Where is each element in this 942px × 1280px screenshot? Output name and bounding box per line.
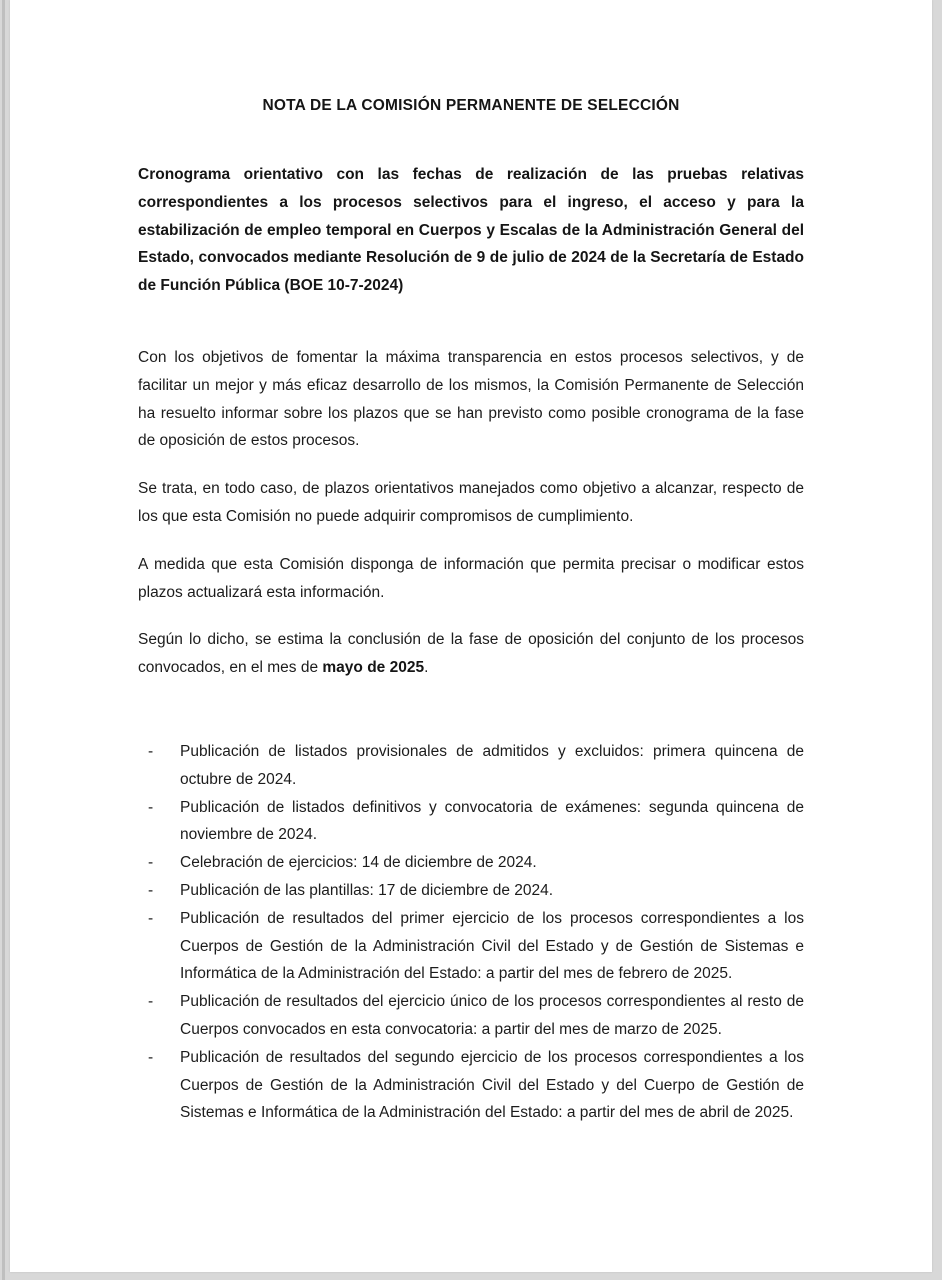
conclusion-prefix: Según lo dicho, se estima la conclusión de la fase de oposición del conjunto de los procesos convocados, en el mes de (138, 631, 804, 677)
list-item (148, 988, 804, 1044)
list-item-text: Publicación de listados definitivos y convocatoria de exámenes: segunda quincena de noviembre de 2024. (180, 798, 804, 844)
list-item-text: Celebración de ejercicios: 14 de diciembre de 2024. (180, 854, 537, 872)
bullet-dash: - (148, 742, 154, 760)
list-item (148, 1044, 804, 1127)
document-page (10, 0, 932, 1272)
body-paragraph-conclusion (138, 626, 804, 682)
intro-paragraph-bold: Cronograma orientativo con las fechas de realización de las pruebas relativas correspondientes a los procesos selectivos para el ingreso, el acceso y para la estabilización de empleo temporal en Cuerpos y Escalas de la Administración General del Estado, convocados mediante Resolución de 9 de julio de 2024 de la Secretaría de Estado de Función Pública (BOE 10-7-2024) (138, 166, 804, 295)
list-item (148, 877, 804, 905)
list-item (148, 849, 804, 877)
list-item-text: Publicación de las plantillas: 17 de diciembre de 2024. (180, 881, 554, 899)
bullet-dash: - (148, 1048, 154, 1066)
conclusion-suffix: . (424, 659, 429, 677)
body-paragraph-1: Con los objetivos de fomentar la máxima transparencia en estos procesos selectivos, y de facilitar un mejor y más eficaz desarrollo de los mismos, la Comisión Permanente de Selección ha resuelto informar sobre los plazos que se han previsto como posible cronograma de la fase de oposición de estos procesos. (138, 348, 804, 450)
conclusion-date-bold: mayo de 2025 (322, 659, 425, 677)
list-item-text: Publicación de listados provisionales de admitidos y excluidos: primera quincena de octubre de 2024. (180, 742, 804, 788)
list-item-text: Publicación de resultados del primer ejercicio de los procesos correspondientes a los Cuerpos de Gestión de la Administración Civil del Estado y de Gestión de Sistemas e Informática de la Administración del Estado: a partir del mes de febrero de 2025. (180, 909, 804, 983)
bullet-dash: - (148, 993, 154, 1011)
bullet-dash: - (148, 881, 154, 899)
list-item-text: Publicación de resultados del segundo ejercicio de los procesos correspondientes a los Cuerpos de Gestión de la Administración Civil del Estado y del Cuerpo de Gestión de Sistemas e Informática de la Administración del Estado: a partir del mes de abril de 2025. (180, 1048, 804, 1122)
list-item (148, 738, 804, 794)
bullet-dash: - (148, 909, 154, 927)
schedule-bullet-list (138, 738, 804, 1127)
bullet-dash: - (148, 854, 154, 872)
body-paragraph-3: A medida que esta Comisión disponga de información que permita precisar o modificar estos plazos actualizará esta información. (138, 555, 804, 601)
scan-edge-shadow (2, 0, 5, 1280)
list-item (148, 905, 804, 988)
list-item (148, 794, 804, 850)
list-item-text: Publicación de resultados del ejercicio único de los procesos correspondientes al resto de Cuerpos convocados en esta convocatoria: a partir del mes de marzo de 2025. (180, 993, 804, 1038)
body-paragraph-2: Se trata, en todo caso, de plazos orientativos manejados como objetivo a alcanzar, respecto de los que esta Comisión no puede adquirir compromisos de cumplimiento. (138, 480, 804, 525)
document-title: NOTA DE LA COMISIÓN PERMANENTE DE SELECCIÓN (262, 97, 680, 114)
bullet-dash: - (148, 798, 154, 816)
